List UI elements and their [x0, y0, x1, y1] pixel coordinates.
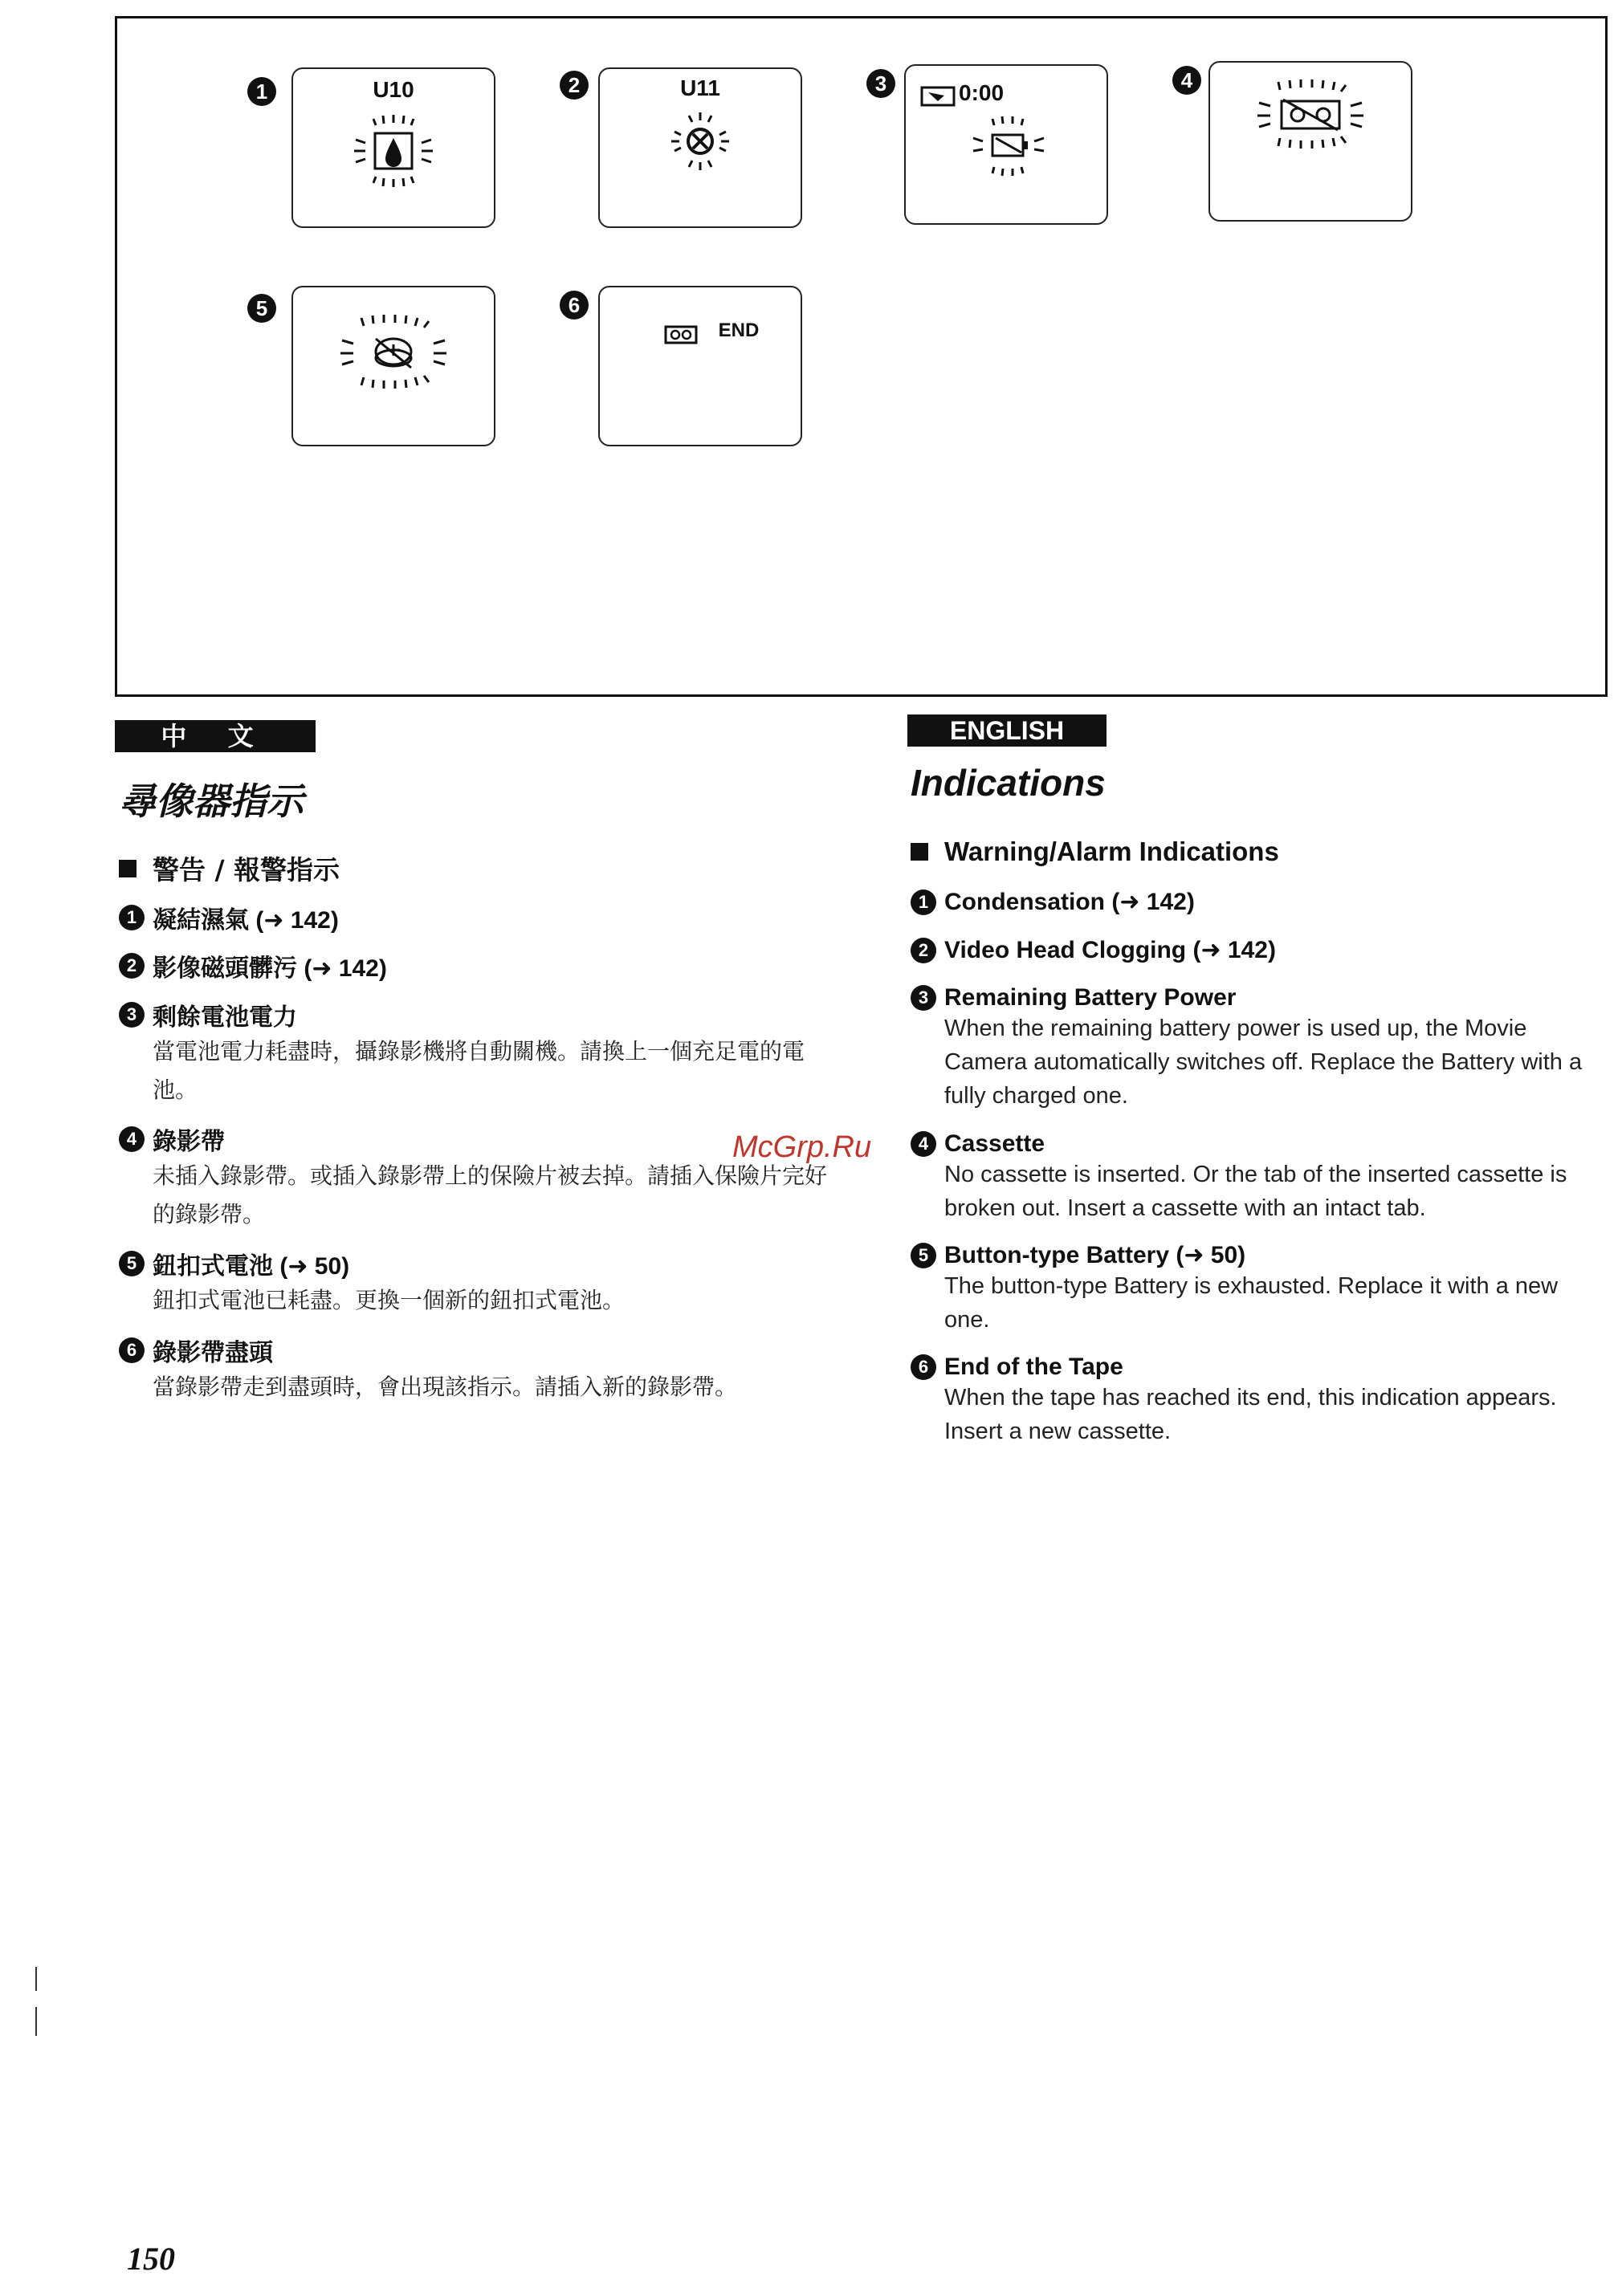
english-item-1 — [911, 888, 1617, 916]
english-item-3-title: Remaining Battery Power — [944, 984, 1237, 1011]
item-number-badge: 2 — [911, 938, 936, 963]
viewfinder-panel-1 — [291, 67, 495, 228]
viewfinder-panel-3 — [904, 64, 1108, 225]
viewfinder-panel-4 — [1208, 61, 1412, 222]
no-cassette-icon — [1254, 77, 1367, 151]
english-item-4-description: No cassette is inserted. Or the tab of the inserted cassette is broken out. Insert a cassette with an intact tab. — [944, 1162, 1567, 1221]
chinese-section-title: 警告 / 報警指示 — [153, 854, 340, 885]
item-number-badge: 3 — [911, 985, 936, 1011]
chinese-page-title: 尋像器指示 — [119, 780, 304, 823]
item-number-badge: 4 — [119, 1126, 145, 1152]
panel-1-number-badge: 1 — [247, 77, 276, 106]
english-item-4 — [911, 1130, 1617, 1225]
panel-6-number-badge: 6 — [560, 291, 589, 320]
item-number-badge: 5 — [119, 1251, 145, 1276]
chinese-item-3-description: 當電池電力耗盡時，攝錄影機將自動關機。請換上一個充足電的電池。 — [153, 1038, 805, 1103]
english-item-6 — [911, 1354, 1617, 1448]
chinese-language-tag: 中 文 — [115, 720, 316, 752]
item-number-badge: 4 — [911, 1131, 936, 1157]
chinese-item-3-title: 剩餘電池電力 — [153, 1004, 297, 1031]
bullet-square-icon — [119, 860, 137, 877]
panel-2-number-badge: 2 — [560, 71, 589, 100]
english-language-tag: ENGLISH — [907, 714, 1107, 747]
chinese-item-5-title: 鈕扣式電池 (➜ 50) — [153, 1253, 350, 1280]
bullet-square-icon — [911, 843, 928, 861]
english-item-6-description: When the tape has reached its end, this indication appears. Insert a new cassette. — [944, 1385, 1557, 1444]
english-item-6-title: End of the Tape — [944, 1354, 1123, 1380]
english-item-4-title: Cassette — [944, 1130, 1045, 1157]
chinese-item-1-title: 凝結濕氣 (➜ 142) — [153, 907, 339, 934]
chinese-section-heading — [119, 849, 340, 887]
item-number-badge: 3 — [119, 1002, 145, 1028]
english-item-3-description: When the remaining battery power is used up, the Movie Camera automatically switches off. Replace the Battery with a fully charged one. — [944, 1016, 1583, 1109]
head-clog-icon — [668, 109, 732, 173]
condensation-icon — [349, 112, 438, 189]
english-page-title: Indications — [911, 762, 1106, 804]
panel-5-number-badge: 5 — [247, 294, 276, 323]
viewfinder-panel-5 — [291, 286, 495, 446]
chinese-item-6-description: 當錄影帶走到盡頭時，會出現該指示。請插入新的錄影帶。 — [153, 1374, 738, 1400]
chinese-item-2-title: 影像磁頭髒污 (➜ 142) — [153, 955, 387, 982]
margin-tick — [35, 1967, 37, 1991]
english-item-2 — [911, 936, 1617, 964]
page-number: 150 — [127, 2241, 175, 2277]
viewfinder-panel-2 — [598, 67, 802, 228]
english-item-1-title: Condensation (➜ 142) — [944, 889, 1195, 915]
panel-6-label: END — [718, 320, 760, 341]
battery-icon — [968, 114, 1049, 178]
panel-2-label: U11 — [680, 75, 720, 100]
english-item-3 — [911, 984, 1617, 1113]
watermark: McGrp.Ru — [732, 1130, 872, 1164]
panel-4-number-badge: 4 — [1172, 66, 1201, 95]
item-number-badge: 1 — [911, 889, 936, 915]
chinese-item-3 — [119, 997, 858, 1109]
chinese-item-6-title: 錄影帶盡頭 — [153, 1340, 273, 1366]
item-number-badge: 6 — [911, 1354, 936, 1380]
item-number-badge: 5 — [911, 1243, 936, 1268]
chinese-item-1 — [119, 900, 842, 935]
english-item-2-title: Video Head Clogging (➜ 142) — [944, 937, 1276, 963]
item-number-badge: 2 — [119, 953, 145, 979]
english-section-heading — [911, 837, 1279, 867]
tape-counter-icon — [920, 85, 957, 108]
margin-tick — [35, 2007, 37, 2036]
viewfinder-panel-6 — [598, 286, 802, 446]
english-item-5-description: The button-type Battery is exhausted. Replace it with a new one. — [944, 1273, 1559, 1333]
panel-3-label: 0:00 — [959, 80, 1005, 105]
chinese-item-5-description: 鈕扣式電池已耗盡。更換一個新的鈕扣式電池。 — [153, 1287, 626, 1313]
chinese-item-6 — [119, 1333, 858, 1407]
button-battery-icon — [337, 311, 450, 392]
chinese-item-2 — [119, 948, 842, 983]
chinese-item-5 — [119, 1246, 858, 1320]
english-section-title: Warning/Alarm Indications — [944, 837, 1279, 866]
item-number-badge: 1 — [119, 905, 145, 930]
chinese-item-4-description: 未插入錄影帶。或插入錄影帶上的保險片被去掉。請插入保險片完好的錄影帶。 — [153, 1162, 828, 1227]
english-item-5-title: Button-type Battery (➜ 50) — [944, 1242, 1246, 1268]
item-number-badge: 6 — [119, 1337, 145, 1363]
panel-3-number-badge: 3 — [866, 69, 895, 98]
panel-1-label: U10 — [373, 77, 414, 102]
english-item-5 — [911, 1241, 1617, 1337]
chinese-item-4-title: 錄影帶 — [153, 1129, 225, 1155]
